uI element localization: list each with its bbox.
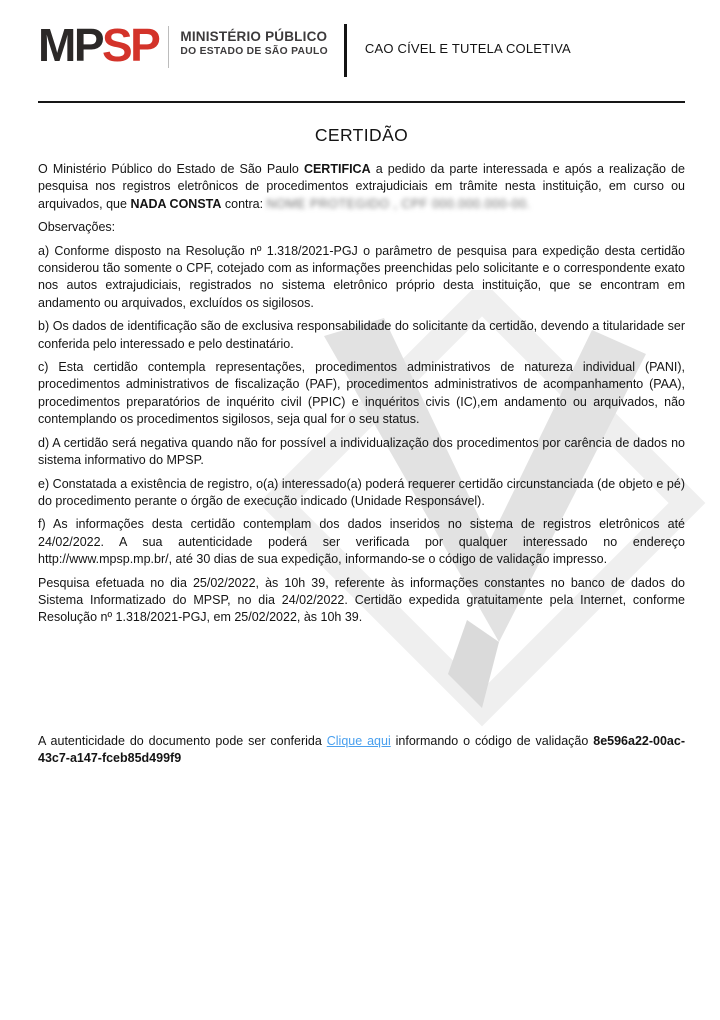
bold-text-run: CERTIFICA [303,162,371,176]
bold-text-run: NADA CONSTA [130,196,222,211]
organization-line1: MINISTÉRIO PÚBLICO [180,29,328,44]
document-title: CERTIDÃO [314,125,409,145]
observation-paragraph: b) Os dados de identificação são de exclusiva responsabilidade do solicitante da certidão, devendo a titularidade ser conferida pelo interessado e pelo destinatário. [38,319,685,351]
observations-list [38,243,685,569]
validation-footer [38,733,685,774]
document-header [38,19,685,77]
header-rule [38,101,685,103]
observations-label: Observações: [38,220,116,235]
bold-text-run: 8e596a22-00ac-43c7-a147-fceb85d499f9 [38,734,685,766]
logo-sp-letters: SP [102,19,159,71]
text-run: A autenticidade do documento pode ser conferida [38,734,327,748]
clique-aqui-link[interactable]: Clique aqui [326,734,391,748]
text-run: contra: [221,196,267,211]
text-run: a pedido da parte interessada e após a realização de pesquisa nos registros eletrônicos de procedimentos extrajudiciais em trâmite nesta instituição, em curso ou arquivados, que [38,162,685,211]
department-name: CAO CÍVEL E TUTELA COLETIVA [364,41,571,56]
validation-paragraph [38,733,685,768]
document-body [38,122,685,633]
observation-paragraph: a) Conforme disposto na Resolução nº 1.318/2021-PGJ o parâmetro de pesquisa para expedição desta certidão considerou tão somente o CPF, cotejado com as informações preenchidas pelo solicitante e o correspondente exato nos autos extrajudiciais, registrados no sistema eletrônico próprio desta instituição, que se encontram em andamento ou arquivados, excluídos os sigilosos. [38,243,685,310]
logo-mp-letters: MP [38,19,102,71]
mpsp-logo [38,19,159,71]
department-divider [344,24,347,77]
text-run: O Ministério Público do Estado de São Paulo [38,162,304,176]
logo-divider [168,26,169,68]
redacted-name-cpf: NOME PROTEGIDO , CPF 000.000.000-00. [266,196,531,211]
observation-paragraph: c) Esta certidão contempla representações, procedimentos administrativos de natureza individual (PANI), procedimentos administrativos de fiscalização (PAF), procedimentos administrativos de acompanhamento (PAA), procedimentos preparatórios de inquérito civil (PPIC) e inquéritos civis (IC),em andamento ou arquivados, não contemplando os procedimentos sigilosos, seja qual for o seu status. [38,360,685,427]
observation-paragraph: e) Constatada a existência de registro, o(a) interessado(a) poderá requerer certidão circunstanciada (de objeto e pé) do procedimento perante o órgão de execução indicado (Unidade Responsável). [38,476,685,508]
organization-name [180,24,328,58]
organization-line2: DO ESTADO DE SÃO PAULO [180,46,328,57]
observation-paragraph: f) As informações desta certidão contemplam dos dados inseridos no sistema de registros eletrônicos até 24/02/2022. A sua autenticidade poderá ser verificada por qualquer interessado no endereço http://www.mpsp.mp.br/, até 30 dias de sua expedição, informando-se o código de validação impresso. [38,517,685,567]
search-info-paragraph: Pesquisa efetuada no dia 25/02/2022, às 10h 39, referente às informações constantes no banco de dados do Sistema Informatizado do MPSP, no dia 24/02/2022. Certidão expedida gratuitamente pela Internet, conforme Resolução nº 1.318/2021-PGJ, em 25/02/2022, às 10h 39. [38,575,685,625]
text-run: informando o código de validação [390,734,594,748]
observation-paragraph: d) A certidão será negativa quando não for possível a individualização dos procedimentos por carência de dados no sistema informativo do MPSP. [38,435,685,468]
intro-paragraph [38,161,685,213]
